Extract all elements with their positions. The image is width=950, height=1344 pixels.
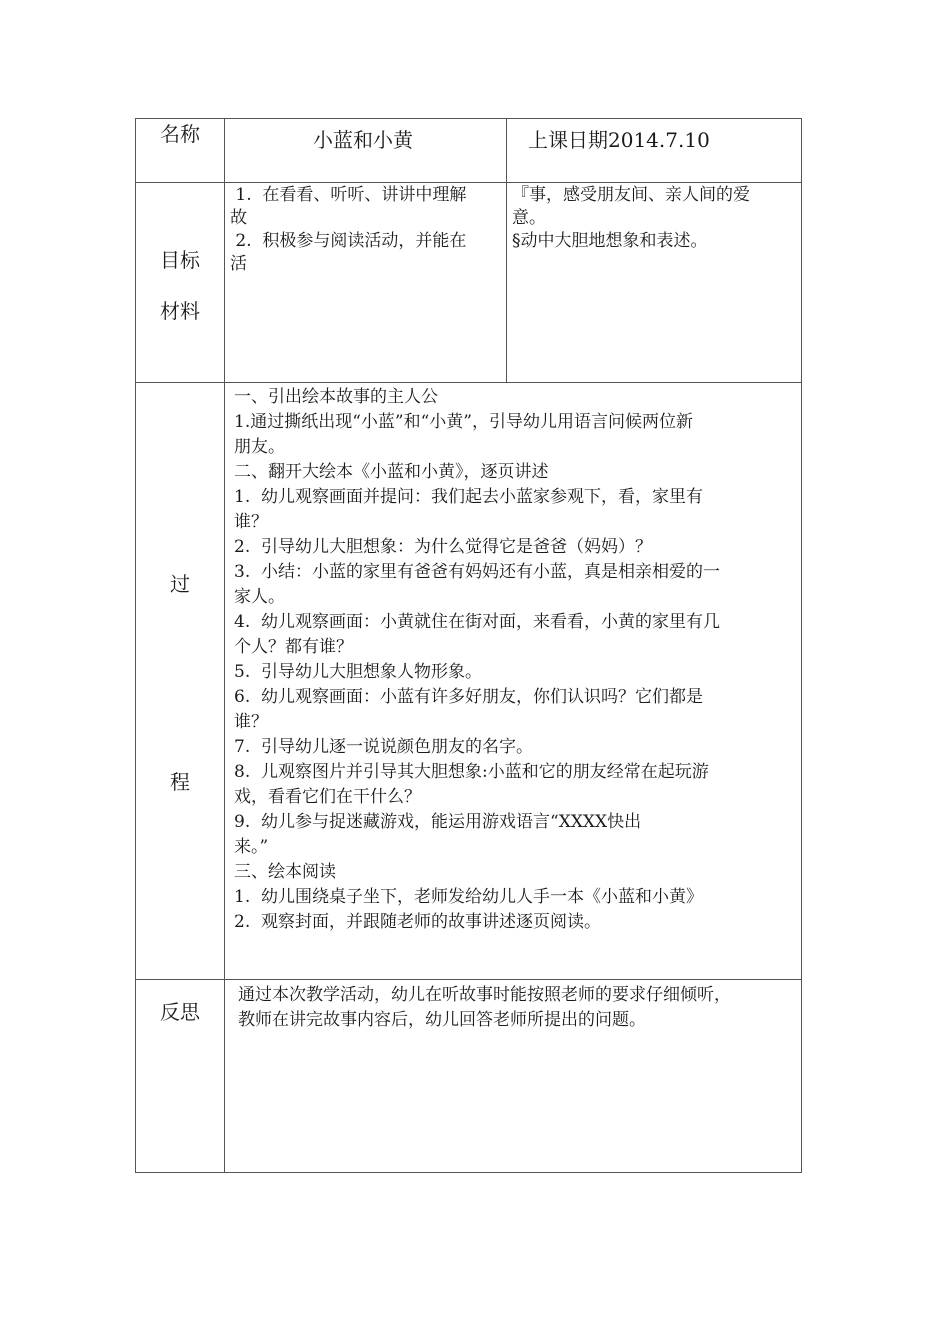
process-line: 谁？	[234, 712, 268, 732]
name-label: 名称	[160, 122, 200, 146]
lesson-title: 小蓝和小黄	[313, 128, 413, 152]
goal-line: 活	[230, 254, 247, 274]
goal-line: 故	[230, 208, 247, 228]
table-border-top	[135, 118, 802, 119]
process-line: 2. 观察封面，并跟随老师的故事讲述逐页阅读。	[234, 912, 602, 932]
date-value: 2014.7.10	[608, 128, 710, 152]
process-line: 谁？	[234, 512, 268, 532]
process-line: 1.通过撕纸出现“小蓝”和“小黄”，引导幼儿用语言问候两位新	[234, 412, 693, 432]
process-line: 3. 小结：小蓝的家里有爸爸有妈妈还有小蓝，真是相亲相爱的一	[234, 562, 721, 582]
process-line: 朋友。	[234, 437, 285, 457]
reflection-line: 通过本次教学活动，幼儿在听故事时能按照老师的要求仔细倾听，	[238, 985, 731, 1005]
lesson-date	[528, 128, 710, 152]
table-divider-goals	[135, 382, 802, 383]
table-divider-process	[135, 979, 802, 980]
process-line: 1. 幼儿围绕桌子坐下，老师发给幼儿人手一本《小蓝和小黄》	[234, 887, 704, 907]
reflection-line: 教师在讲完故事内容后，幼儿回答老师所提出的问题。	[238, 1010, 646, 1030]
goal-line: 2. 积极参与阅读活动，并能在	[230, 231, 467, 251]
date-label: 上课日期	[528, 128, 608, 152]
process-line: 6. 幼儿观察画面：小蓝有许多好朋友，你们认识吗？它们都是	[234, 687, 704, 707]
goals-right-text	[512, 184, 750, 253]
process-line: 二、翻开大绘本《小蓝和小黄》，逐页讲述	[234, 462, 549, 482]
process-text	[234, 385, 720, 935]
process-line: 家人。	[234, 587, 285, 607]
process-label-2: 程	[170, 770, 190, 794]
goal-line: 『事，感受朋友间、亲人间的爱	[512, 185, 750, 205]
table-inner-divider	[506, 118, 507, 383]
goal-line: 1. 在看看、听听、讲讲中理解	[230, 185, 467, 205]
table-border-right	[801, 118, 802, 1173]
goals-left-text	[230, 184, 466, 276]
reflection-label: 反思	[160, 1000, 200, 1024]
process-label-1: 过	[170, 572, 190, 596]
process-line: 8. 儿观察图片并引导其大胆想象:小蓝和它的朋友经常在起玩游	[234, 762, 709, 782]
process-line: 个人？都有谁？	[234, 637, 353, 657]
goal-line: §动中大胆地想象和表述。	[512, 231, 708, 251]
goal-line: 意。	[512, 208, 546, 228]
process-line: 来。”	[234, 837, 269, 857]
goals-label: 目标	[160, 248, 200, 272]
process-line: 一、引出绘本故事的主人公	[234, 387, 438, 407]
table-column-divider	[224, 118, 225, 1173]
materials-label: 材料	[160, 299, 200, 323]
process-line: 7. 引导幼儿逐一说说颜色朋友的名字。	[234, 737, 534, 757]
process-line: 2. 引导幼儿大胆想象：为什么觉得它是爸爸（妈妈）？	[234, 537, 653, 557]
process-line: 4. 幼儿观察画面：小黄就住在街对面，来看看，小黄的家里有几	[234, 612, 721, 632]
process-line: 1. 幼儿观察画面并提问：我们起去小蓝家参观下，看，家里有	[234, 487, 704, 507]
reflection-text	[238, 983, 731, 1033]
process-line: 戏，看看它们在干什么？	[234, 787, 421, 807]
process-line: 5. 引导幼儿大胆想象人物形象。	[234, 662, 483, 682]
table-divider-header	[135, 182, 802, 183]
table-border-left	[135, 118, 136, 1173]
table-border-bottom	[135, 1172, 802, 1173]
process-line: 三、绘本阅读	[234, 862, 336, 882]
process-line: 9. 幼儿参与捉迷藏游戏，能运用游戏语言“XXXX快出	[234, 812, 642, 832]
